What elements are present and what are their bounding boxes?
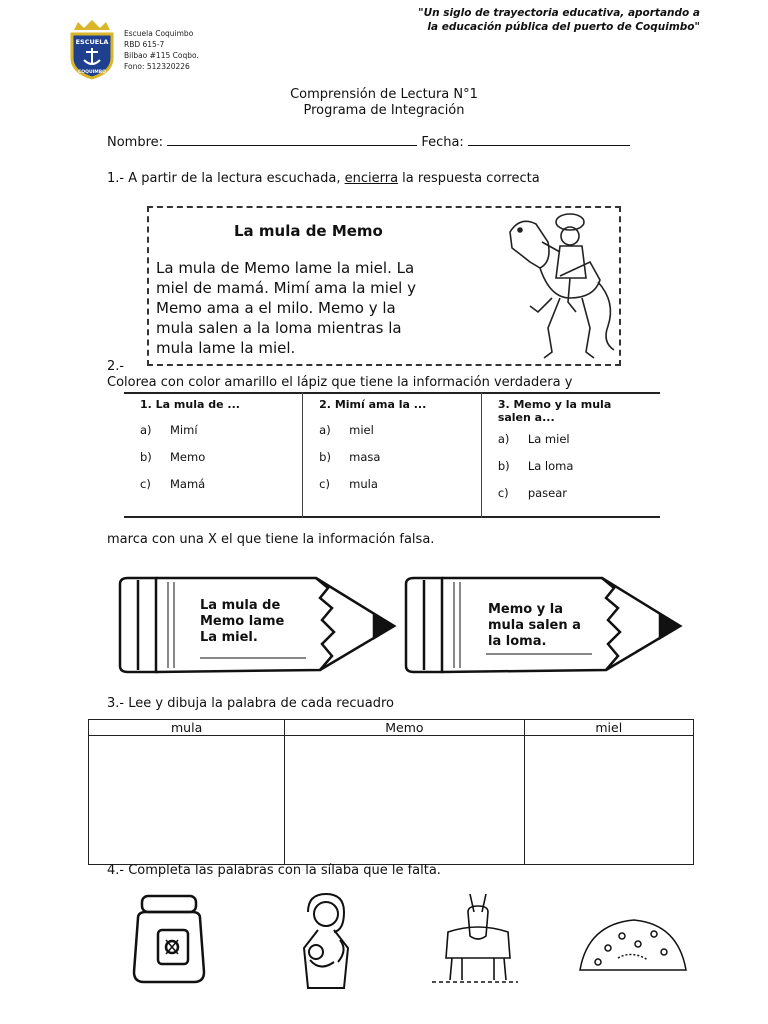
pencil-true-false-1[interactable] <box>116 576 398 676</box>
option-item[interactable] <box>498 432 660 446</box>
option-group-1 <box>124 392 303 518</box>
q1-underlined: encierra <box>344 171 399 186</box>
option-letter: c) <box>319 477 330 491</box>
school-phone: Fono: 512320226 <box>124 62 190 71</box>
option-text: La miel <box>527 432 570 446</box>
option-letter: b) <box>497 459 510 473</box>
pencil-line: Memo y la <box>488 602 563 617</box>
option-text: Mimí <box>170 423 198 437</box>
donkey-illustration <box>428 888 522 988</box>
option-letter: b) <box>140 450 152 464</box>
school-rbd: RBD 615-7 <box>124 40 165 49</box>
option-item[interactable] <box>140 477 302 491</box>
option-item[interactable] <box>498 459 660 473</box>
story-line: Memo ama a el milo. Memo y la <box>156 299 396 317</box>
option-letter: a) <box>497 432 510 446</box>
school-address: Bilbao #115 Coqbo. <box>124 51 199 60</box>
school-motto <box>370 6 700 34</box>
pencil-true-false-2[interactable] <box>402 576 684 676</box>
pencil-line: La mula de <box>200 598 281 613</box>
question-3: 3.- Lee y dibuja la palabra de cada recuadro <box>107 696 394 711</box>
option-text: mula <box>349 477 378 491</box>
draw-column-header: Memo <box>285 720 524 736</box>
logo-text-bottom: COQUIMBO <box>77 70 107 75</box>
option-letter: b) <box>319 450 331 464</box>
option-letter: c) <box>497 486 509 500</box>
draw-cell[interactable] <box>89 736 285 865</box>
option-item[interactable] <box>319 450 481 464</box>
motto-line-2: la educación pública del puerto de Coquimbo" <box>427 21 700 33</box>
story-line: La mula de Memo lame la miel. La <box>156 259 415 277</box>
logo-text-top: ESCUELA <box>75 38 109 46</box>
option-item[interactable] <box>140 450 302 464</box>
story-line: mula salen a la loma mientras la <box>156 319 402 337</box>
option-text: masa <box>349 450 381 464</box>
story-title: La mula de Memo <box>234 222 383 240</box>
school-info <box>124 28 199 72</box>
q2-text-line2: marca con una X el que tiene la información falsa. <box>107 532 435 547</box>
option-question: 2. Mimí ama la ... <box>319 398 427 411</box>
fecha-blank[interactable] <box>468 133 630 146</box>
options-table <box>124 392 660 518</box>
option-letter: a) <box>319 423 331 437</box>
page-subtitle: Programa de Integración <box>303 103 465 118</box>
draw-cell[interactable] <box>524 736 693 865</box>
q2-number: 2.- <box>107 359 125 374</box>
motto-line-1: "Un siglo de trayectoria educativa, aportando a <box>418 7 700 19</box>
option-question: 1. La mula de ... <box>140 398 240 411</box>
page-title: Comprensión de Lectura N°1 <box>290 87 478 102</box>
pencil-line: Memo lame <box>200 614 285 629</box>
fecha-label: Fecha: <box>421 135 464 150</box>
q2-text-line1: Colorea con color amarillo el lápiz que tiene la información verdadera y <box>107 375 573 390</box>
pencil-line: La miel. <box>200 630 258 645</box>
option-text: Memo <box>170 450 206 464</box>
option-group-3 <box>481 392 660 518</box>
school-name: Escuela Coquimbo <box>124 29 194 38</box>
pencil-line: mula salen a <box>488 618 581 633</box>
pencil-text <box>488 602 581 650</box>
story-line: mula lame la miel. <box>156 339 296 357</box>
option-item[interactable] <box>498 486 660 500</box>
q1-suffix: la respuesta correcta <box>398 171 540 186</box>
option-item[interactable] <box>140 423 302 437</box>
story-text <box>156 258 476 358</box>
option-group-2 <box>303 392 482 518</box>
nombre-blank[interactable] <box>167 133 417 146</box>
hill-illustration <box>578 914 688 974</box>
question-1 <box>107 171 540 186</box>
nombre-label: Nombre: <box>107 135 164 150</box>
name-date-line <box>107 133 630 150</box>
pencil-text <box>200 598 284 646</box>
pencil-line: la loma. <box>488 634 547 649</box>
q1-prefix: 1.- A partir de la lectura escuchada, <box>107 171 345 186</box>
option-letter: a) <box>140 423 152 437</box>
story-line: miel de mamá. Mimí ama la miel y <box>156 279 416 297</box>
option-question: 3. Memo y la mula salen a... <box>497 398 612 424</box>
option-text: miel <box>349 423 374 437</box>
honey-jar-illustration <box>128 892 210 986</box>
option-text: Mamá <box>170 477 206 491</box>
option-item[interactable] <box>319 423 481 437</box>
draw-cell[interactable] <box>285 736 524 865</box>
option-item[interactable] <box>319 477 481 491</box>
draw-column-header: miel <box>524 720 693 736</box>
option-text: pasear <box>527 486 568 500</box>
mother-baby-illustration <box>294 890 356 990</box>
horse-rider-illustration <box>490 202 620 362</box>
draw-table <box>88 719 694 865</box>
school-logo <box>64 18 120 80</box>
draw-column-header: mula <box>89 720 285 736</box>
option-letter: c) <box>140 477 151 491</box>
question-4: 4.- Completa las palabras con la sílaba que le falta. <box>107 863 441 878</box>
option-text: La loma <box>527 459 574 473</box>
